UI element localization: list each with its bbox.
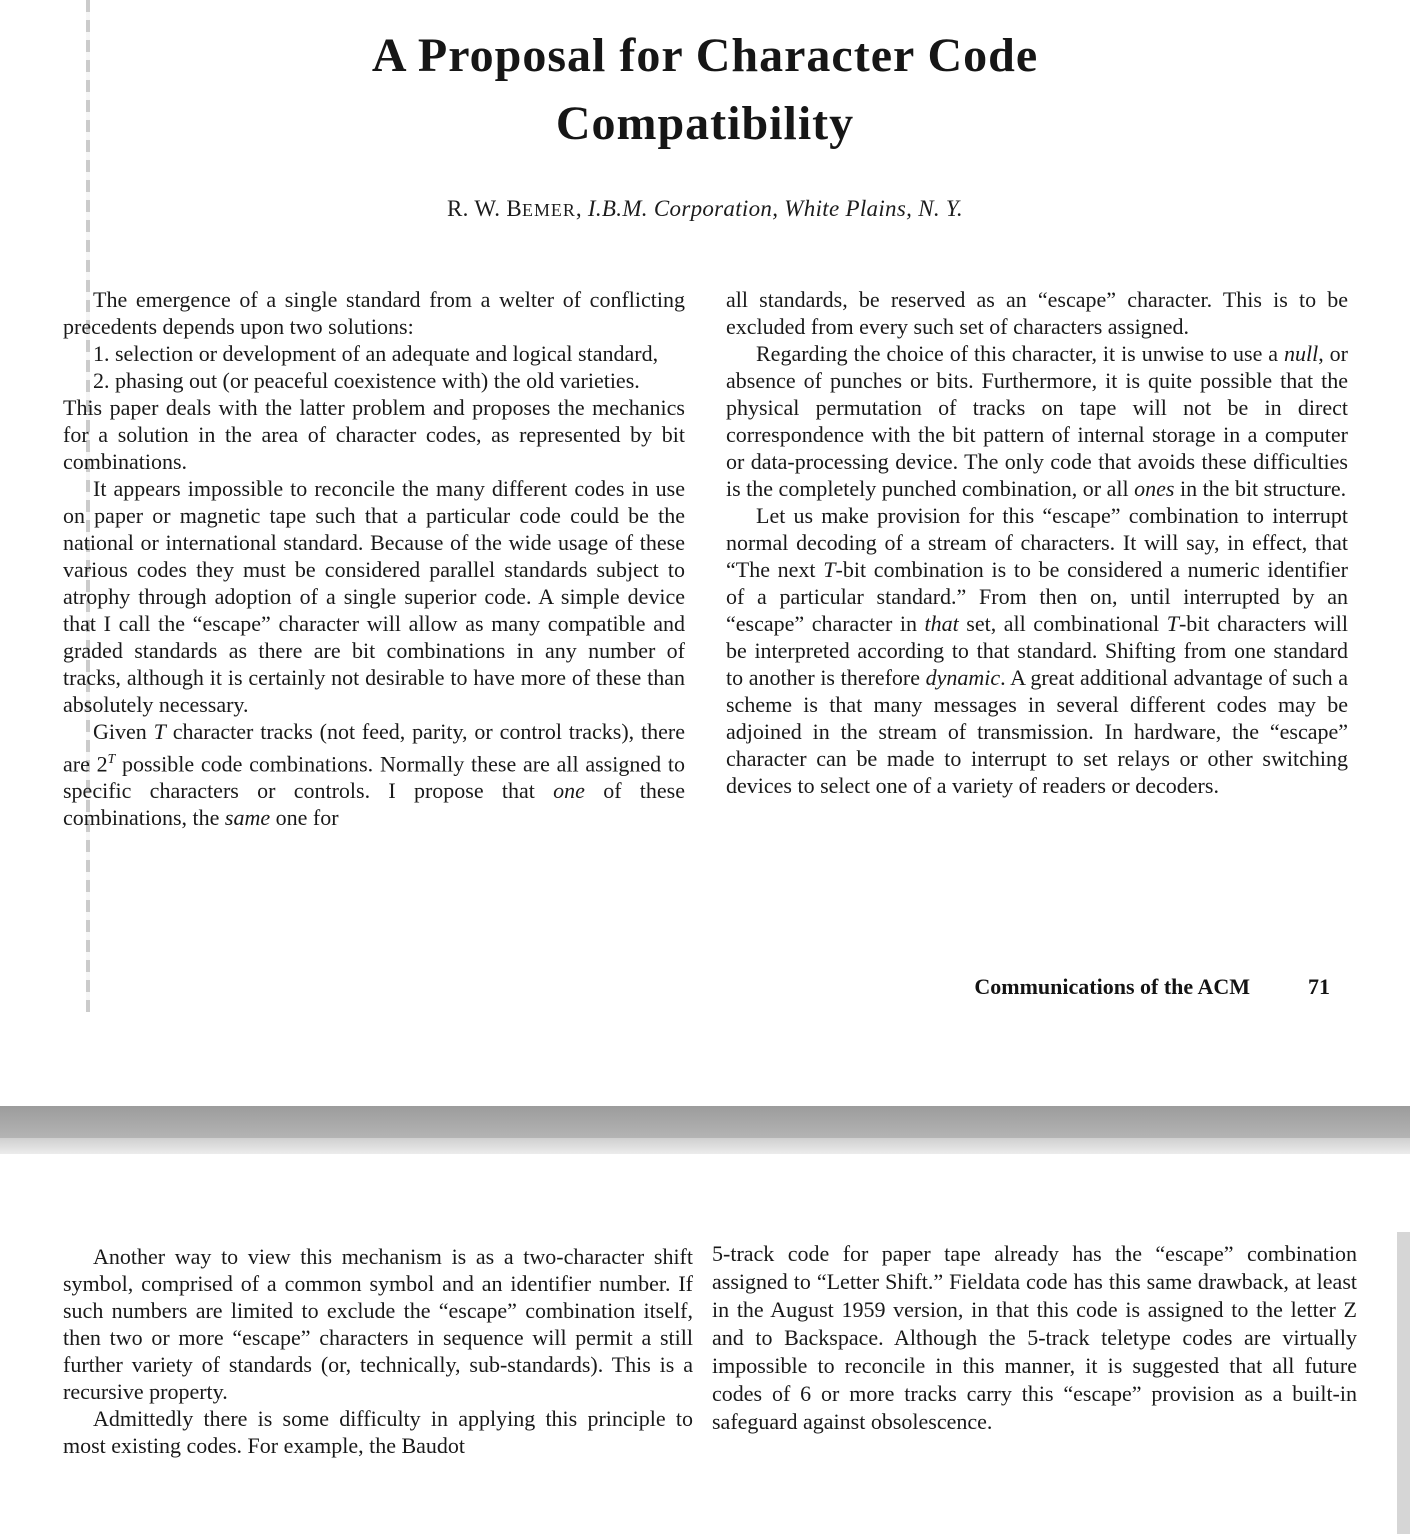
text-run: character tracks (not feed, parity, or control tracks), there are 2 xyxy=(63,719,686,777)
text-run: I.B.M. Corporation, White Plains, N. Y. xyxy=(587,196,963,221)
page2-right-column xyxy=(712,1240,1357,1436)
paragraph xyxy=(712,1240,1357,1436)
paragraph xyxy=(63,1405,693,1459)
paragraph xyxy=(63,1243,693,1405)
paper-title xyxy=(0,22,1410,158)
title-line-2: Compatibility xyxy=(555,97,855,150)
text-run: possible code combinations. Normally these are all assigned to specific characters or controls. I propose that xyxy=(63,751,686,804)
text-run: 1. selection or development of an adequate and logical standard, xyxy=(93,341,659,366)
text-run: -bit characters will be interpreted according to that standard. Shifting from one standard to another is therefore xyxy=(726,611,1348,690)
page-footer xyxy=(726,974,1348,1000)
text-run: that xyxy=(924,611,959,636)
text-run: This paper deals with the latter problem and proposes the mechanics for a solution in the area of character codes, as represented by bit combinations. xyxy=(63,395,685,474)
paragraph xyxy=(726,340,1348,502)
title-line-1: A Proposal for Character Code xyxy=(371,29,1039,82)
text-run: one for xyxy=(270,805,339,831)
text-run: in the bit structure. xyxy=(1174,476,1347,501)
text-run: R. W. B xyxy=(447,196,522,221)
paragraph xyxy=(63,367,685,394)
text-run: T xyxy=(1166,611,1179,636)
page1-left-column xyxy=(63,286,685,831)
text-run: T xyxy=(153,719,166,744)
text-run: The emergence of a single standard from a welter of conflicting precedents depends upon two solutions: xyxy=(63,287,685,339)
page2-left-column xyxy=(63,1243,693,1459)
text-run: all standards, be reserved as an “escape” character. This is to be excluded from every such set of characters assigned. xyxy=(726,287,1348,339)
text-run: dynamic xyxy=(925,665,1001,690)
text-run: , or absence of punches or bits. Furthermore, it is quite possible that the physical permutation of tracks on tape will not be in direct correspondence with the bit pattern of internal storage in a computer or data-processing device. The only code that avoids these difficulties is the completely punched combination, or all xyxy=(726,341,1349,501)
author-line xyxy=(0,196,1410,222)
paragraph xyxy=(63,394,685,475)
text-run: ones xyxy=(1134,476,1175,501)
paragraph xyxy=(726,502,1348,799)
text-run: T xyxy=(107,751,116,766)
journal-name: Communications of the ACM xyxy=(974,974,1250,999)
paragraph xyxy=(63,340,685,367)
text-run: set, all combinational xyxy=(958,611,1167,636)
scan-page-divider-shadow xyxy=(0,1138,1410,1154)
text-run: , xyxy=(575,196,588,221)
page1-right-column xyxy=(726,286,1348,799)
page-number: 71 xyxy=(1308,974,1330,999)
text-run: T xyxy=(823,557,836,582)
text-run: Another way to view this mechanism is as a two-character shift symbol, comprised of a common symbol and an identifier number. If such numbers are limited to exclude the “escape” combination itself, then two or more “escape” characters in sequence will permit a still further variety of standards (or, technically, sub-standards). This is a recursive property. xyxy=(63,1244,693,1404)
paragraph xyxy=(63,286,685,340)
scan-artifact-right-edge xyxy=(1397,1232,1410,1534)
text-run: null xyxy=(1284,341,1319,366)
paragraph xyxy=(63,475,685,718)
text-run: 5-track code for paper tape already has the “escape” combination assigned to “Letter Shift.” Fieldata code has this same drawback, at least in the August 1959 version, in that this code is assigned to the letter Z and to Backspace. Although the 5-track teletype codes are virtually impossible to reconcile in this manner, it is suggested that all future codes of 6 or more tracks carry this “escape” provision as a built-in safeguard against obsolescence. xyxy=(712,1241,1357,1434)
text-run: . A great additional advantage of such a scheme is that many messages in several different codes may be adjoined in the stream of transmission. In hardware, the “escape” character can be made to interrupt to set relays or other switching devices to select one of a variety of readers or decoders. xyxy=(726,665,1348,798)
paragraph xyxy=(63,718,685,831)
text-run: Regarding the choice of this character, it is unwise to use a xyxy=(756,341,1284,366)
text-run: Let us make provision for this “escape” combination to interrupt normal decoding of a stream of characters. It will say, in effect, that “The next xyxy=(726,503,1348,582)
text-run: It appears impossible to reconcile the many different codes in use on paper or magnetic tape such that a particular code could be the national or international standard. Because of the wide usage of these various codes they must be considered parallel standards subject to atrophy through adoption of a single superior code. A simple device that I call the “escape” character will allow as many compatible and graded standards as there are bit combinations in any number of tracks, although it is certainly not desirable to have more of these than absolutely necessary. xyxy=(63,476,685,717)
paragraph xyxy=(726,286,1348,340)
text-run: -bit combination is to be considered a numeric identifier of a particular standard.” From then on, until interrupted by an “escape” character in xyxy=(726,557,1348,636)
text-run: EMER xyxy=(521,200,576,220)
text-run: of these combinations, the xyxy=(63,778,685,831)
text-run: one xyxy=(553,778,585,804)
text-run: 2. phasing out (or peaceful coexistence with) the old varieties. xyxy=(93,368,640,393)
text-run: same xyxy=(224,805,271,831)
text-run: Admittedly there is some difficulty in applying this principle to most existing codes. For example, the Baudot xyxy=(63,1406,693,1458)
scan-page-divider xyxy=(0,1106,1410,1138)
text-run: Given xyxy=(93,719,154,744)
